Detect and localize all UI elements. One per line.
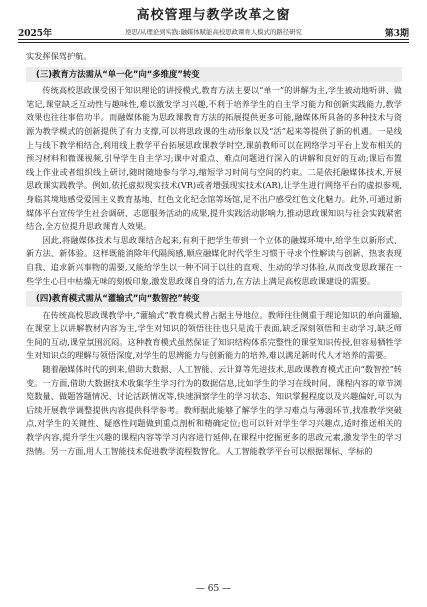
page-number: — 65 — (195, 584, 232, 594)
paragraph: 因此,将融媒体技术与思政课结合起来,有利于把学生带到一个立体的融媒环境中,给学生以新形式、新方法、新体验。这样既能消除年代隔阂感,顺应融媒化时代学生习惯于寻求个性解读与创新、热衷表现自我、追求新兴事物的需要,又能给学生以一种不同于以往的直观、生动的学习体验,从而改变思政课在一些学生心目中枯燥无味的刻板印象,激发思政课自身的活力,在方法上满足高校思政课建设的需要。 (26, 234, 402, 286)
header-rule-thick (18, 39, 409, 40)
header-rule-thin (18, 42, 409, 43)
section-heading-3: (三)教育方法需从“单一化”向“多维度”转变 (26, 67, 402, 83)
paragraph: 在传统高校思政课教学中,“灌输式”教育模式曾占据主导地位。教师往往侧重于理论知识的单向灌输,在课堂上以讲解教材内容为主,学生对知识的领悟往往也只是流于表面,缺乏深刻领悟和主动学习,缺乏师生间的互动,课堂氛围沉闷。这种教育模式虽然保证了知识结构体系完整性的课堂知识传授,但容易牺牲学生对知识点的理解与领悟深度,对学生的思辨能力与创新能力的培养,难以满足新时代人才培养的需要。 (26, 309, 402, 361)
running-title: 逆思/从理论到实践:融媒体赋能高校思政课育人模式的路径研究 (125, 28, 302, 36)
issue-number: 第3期 (384, 29, 409, 39)
paragraph: 随着融媒体时代的到来,借助大数据、人工智能、云计算等先进技术,思政课教育模式正向“数智控”转变。一方面,借助大数据技术收集学生学习行为的数据信息,比如学生的学习在线时间、课程内容的章节浏览数量、做题答题情况、讨论活跃情况等,快速洞察学生的学习状态、知识掌握程度以及兴趣偏好,可以为后续开展教学调整提供内容提供科学参考。教师据此能够了解学生的学习难点与薄弱环节,找准教学突破点,对学生的关键性、疑惑性问题做到重点剖析和精确定位;也可以针对学生学习兴趣点,适时推送相关的教学内容,提升学生兴趣的课程内容等学习内容进行延伸,在课程中挖掘更多的思政元素,激发学生的学习热情。另一方面,用人工智能技术促进教学流程数智化。人工智能教学平台可以根据课标、学标的 (26, 364, 402, 456)
article-body (26, 50, 402, 458)
journal-title: 高校管理与教学改革之窗 (136, 8, 291, 23)
lead-fragment: 实发挥保驾护航。 (26, 51, 92, 61)
publication-year: 2025年 (18, 29, 53, 39)
paragraph: 传统高校思政课受困于知识理论的讲授模式,教育方法主要以“单一”的讲解为主,学生被动地听讲、做笔记,课堂缺乏互动性与趣味性,难以激发学习兴趣,不利于培养学生的自主学习能力和创新实践能力,教学效果也往往事倍功半。而融媒体能为思政课教育方法的拓展提供更多可能,融媒体所具备的多种技术与资源为教学模式的创新提供了有力支撑,可以将思政课的生动形象以及“活”起来等提供了新的机遇。一是线上与线下教学相结合,利用线上教学平台拓展思政课教学时空,课前教师可以在网络学习平台上发布相关的预习材料和微课视频,引导学生自主学习;课中对重点、难点问题进行深入的讲解和良好的互动;课后布置线上作业或者组织线上研讨,随时随地参与学习,缩短学习时间与空间的约束。二是依托融媒体技术,开展思政课实践教学。例如,依托虚拟现实技术(VR)或者增强现实技术(AR),让学生进行网络平台的虚拟参观,身临其境地感受爱国主义教育基地、红色文化纪念馆等场馆,足不出户感受红色文化魅力。此外,可通过新媒体平台宣传学生社会调研、志愿服务活动的成果,提升实践活动影响力,推动思政课知识与社会实践紧密结合,全方位提升思政课育人效果。 (26, 85, 402, 232)
section-heading-4: (四)教育模式需从“灌输式”向“数智控”转变 (26, 291, 402, 307)
